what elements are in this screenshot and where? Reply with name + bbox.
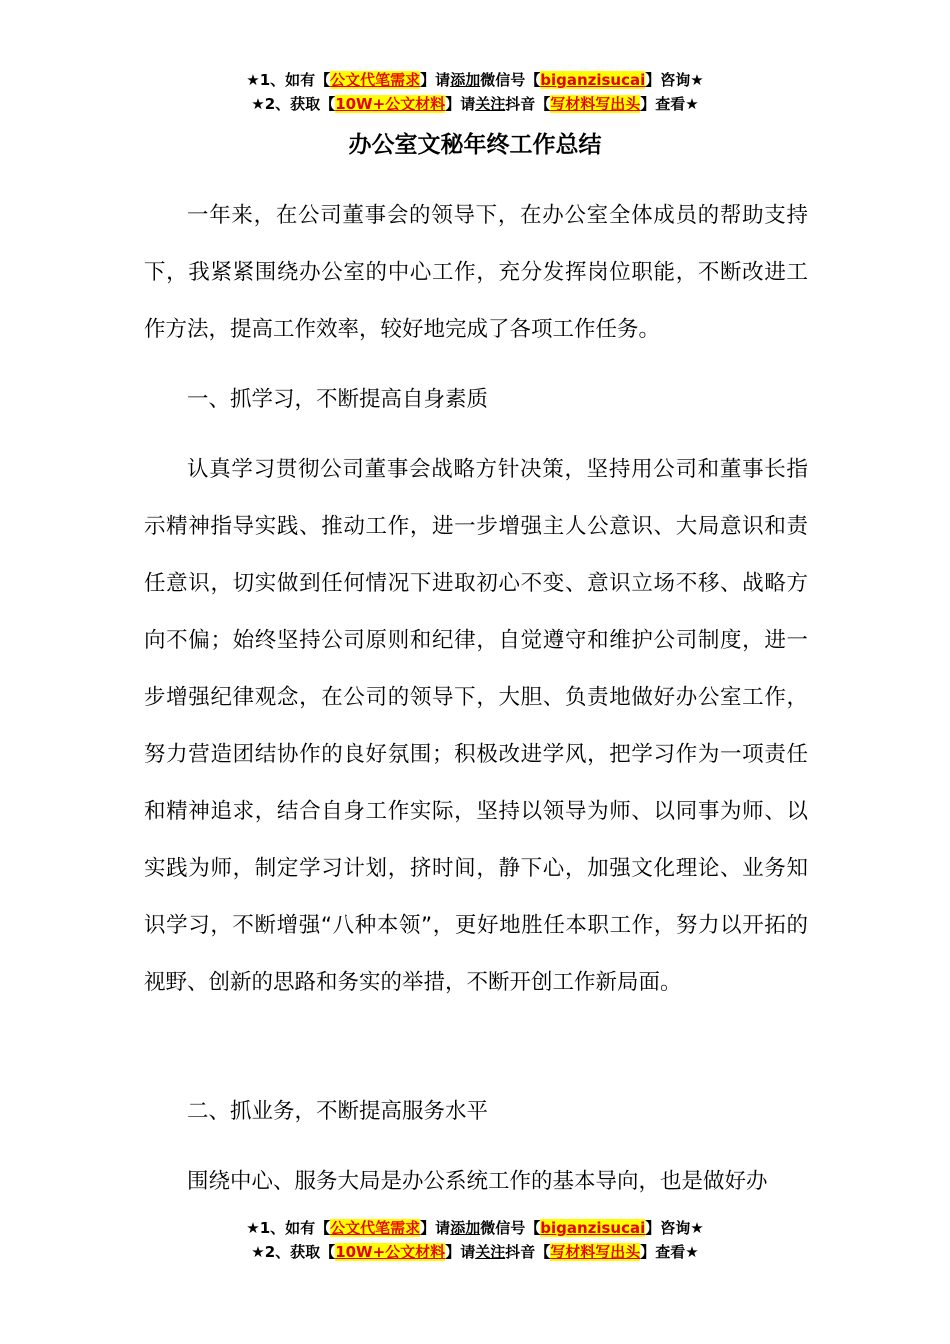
document-title: 办公室文秘年终工作总结 [348,132,602,158]
banner-emphasis: 添加 [450,71,481,89]
section-1-heading: 一、抓学习，不断提高自身素质 [187,387,489,412]
banner-text: 微信号【 [480,71,541,89]
section-2-heading: 二、抓业务，不断提高服务水平 [187,1099,489,1124]
banner-text: 】请 [420,71,451,89]
banner-highlight: biganzisucai [540,1219,646,1237]
banner-line-2 [0,92,950,116]
banner-emphasis: 关注 [475,95,506,113]
banner-text: 】请 [445,95,476,113]
intro-paragraph: 一年来，在公司董事会的领导下，在办公室全体成员的帮助支持下，我紧紧围绕办公室的中心工作，充分发挥岗位职能，不断改进工作方法，提高工作效率，较好地完成了各项工作任务。 [144,203,808,342]
banner-highlight: 写材料写出头 [550,95,641,113]
banner-text: 抖音【 [505,1243,551,1261]
footer-banner [0,1216,950,1264]
banner-text: 抖音【 [505,95,551,113]
banner-text: ★2、获取【 [251,1243,336,1261]
section-2-paragraph: 围绕中心、服务大局是办公系统工作的基本导向，也是做好办 [187,1169,768,1194]
banner-highlight: 公文代笔需求 [330,71,421,89]
banner-highlight: 10W+公文材料 [335,1243,446,1261]
banner-line-2 [0,1240,950,1264]
banner-text: ★1、如有【 [246,1219,331,1237]
banner-emphasis: 关注 [475,1243,506,1261]
banner-line-1 [0,1216,950,1240]
banner-text: 】查看★ [640,95,699,113]
banner-text: 微信号【 [480,1219,541,1237]
banner-text: 】咨询★ [645,71,704,89]
banner-text: 】请 [445,1243,476,1261]
banner-line-1 [0,68,950,92]
section-1-paragraph: 认真学习贯彻公司董事会战略方针决策，坚持用公司和董事长指示精神指导实践、推动工作，进一步增强主人公意识、大局意识和责任意识，切实做到任何情况下进取初心不变、意识立场不移、战略方向不偏；始终坚持公司原则和纪律，自觉遵守和维护公司制度，进一步增强纪律观念，在公司的领导下，大胆、负责地做好办公室工作，努力营造团结协作的良好氛围；积极改进学风，把学习作为一项责任和精神追求，结合自身工作实际，坚持以领导为师、以同事为师、以实践为师，制定学习计划，挤时间，静下心，加强文化理论、业务知识学习，不断增强“八种本领”，更好地胜任本职工作，努力以开拓的视野、创新的思路和务实的举措，不断开创工作新局面。 [144,457,808,995]
banner-highlight: 公文代笔需求 [330,1219,421,1237]
banner-text: ★2、获取【 [251,95,336,113]
banner-highlight: 写材料写出头 [550,1243,641,1261]
header-banner [0,68,950,116]
banner-text: 】查看★ [640,1243,699,1261]
banner-highlight: biganzisucai [540,71,646,89]
banner-text: 】请 [420,1219,451,1237]
banner-emphasis: 添加 [450,1219,481,1237]
banner-text: ★1、如有【 [246,71,331,89]
banner-highlight: 10W+公文材料 [335,95,446,113]
banner-text: 】咨询★ [645,1219,704,1237]
